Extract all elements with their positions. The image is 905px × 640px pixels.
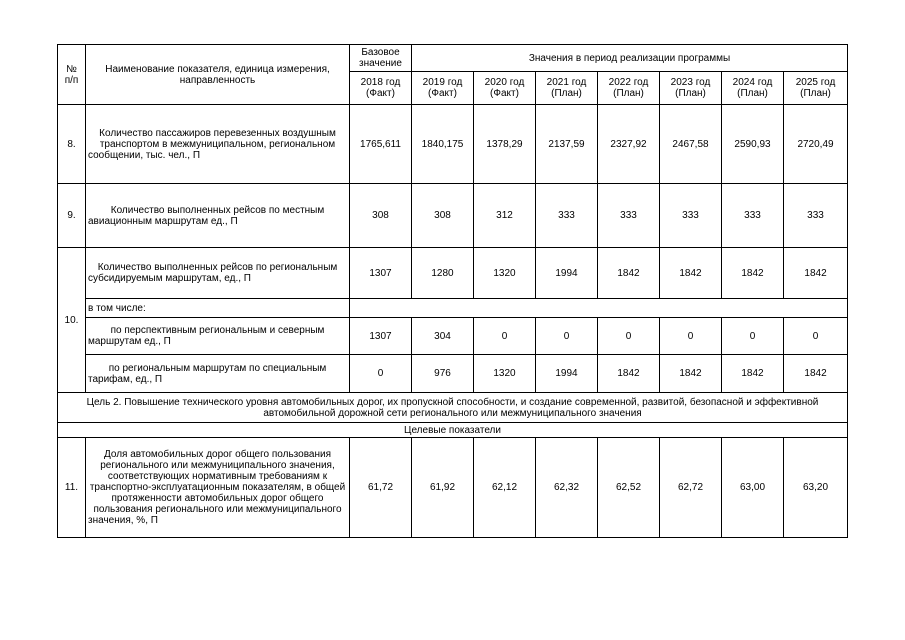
value-cell: 0 xyxy=(784,318,848,355)
value-cell: 1842 xyxy=(598,248,660,299)
value-cell: 0 xyxy=(350,355,412,393)
value-cell: 0 xyxy=(660,318,722,355)
value-cell: 1307 xyxy=(350,318,412,355)
year-header: 2025 год (План) xyxy=(784,72,848,105)
value-cell: 1840,175 xyxy=(412,105,474,184)
table-row xyxy=(58,248,848,299)
header-base: Базовое значение xyxy=(350,45,412,72)
empty-cell xyxy=(350,299,848,318)
header-period: Значения в период реализации программы xyxy=(412,45,848,72)
value-cell: 1842 xyxy=(660,355,722,393)
value-cell: 1307 xyxy=(350,248,412,299)
value-cell: 61,92 xyxy=(412,438,474,538)
value-cell: 1842 xyxy=(784,355,848,393)
row-number: 10. xyxy=(58,248,86,393)
value-cell: 308 xyxy=(350,184,412,248)
value-cell: 1994 xyxy=(536,355,598,393)
value-cell: 1280 xyxy=(412,248,474,299)
value-cell: 0 xyxy=(536,318,598,355)
value-cell: 333 xyxy=(660,184,722,248)
value-cell: 1994 xyxy=(536,248,598,299)
value-cell: 1765,611 xyxy=(350,105,412,184)
value-cell: 2467,58 xyxy=(660,105,722,184)
value-cell: 63,20 xyxy=(784,438,848,538)
header-indicator: Наименование показателя, единица измерения, направленность xyxy=(86,45,350,105)
table-row xyxy=(58,184,848,248)
year-header: 2022 год (План) xyxy=(598,72,660,105)
row-number: 9. xyxy=(58,184,86,248)
including-label: в том числе: xyxy=(86,299,350,318)
value-cell: 1842 xyxy=(660,248,722,299)
value-cell: 304 xyxy=(412,318,474,355)
value-cell: 1320 xyxy=(474,355,536,393)
value-cell: 62,72 xyxy=(660,438,722,538)
value-cell: 1842 xyxy=(784,248,848,299)
table-row xyxy=(58,438,848,538)
table-row xyxy=(58,105,848,184)
value-cell: 333 xyxy=(536,184,598,248)
value-cell: 1320 xyxy=(474,248,536,299)
value-cell: 63,00 xyxy=(722,438,784,538)
value-cell: 976 xyxy=(412,355,474,393)
value-cell: 61,72 xyxy=(350,438,412,538)
value-cell: 0 xyxy=(598,318,660,355)
value-cell: 333 xyxy=(722,184,784,248)
table-row xyxy=(58,355,848,393)
header-no: № п/п xyxy=(58,45,86,105)
indicators-table xyxy=(57,44,848,538)
target-row xyxy=(58,423,848,438)
indicator-name: Количество выполненных рейсов по местным авиационным маршрутам ед., П xyxy=(86,184,350,248)
table-row xyxy=(58,318,848,355)
value-cell: 62,12 xyxy=(474,438,536,538)
value-cell: 0 xyxy=(474,318,536,355)
year-header: 2023 год (План) xyxy=(660,72,722,105)
goal-row xyxy=(58,393,848,423)
value-cell: 1842 xyxy=(722,248,784,299)
value-cell: 0 xyxy=(722,318,784,355)
target-indicators-title: Целевые показатели xyxy=(58,423,848,438)
goal-2-title: Цель 2. Повышение технического уровня автомобильных дорог, их пропускной способности, и создание современной, развитой, безопасной и эффективной автомобильной дорожной сети регионального или межмуниципального значения xyxy=(58,393,848,423)
value-cell: 2720,49 xyxy=(784,105,848,184)
year-header: 2020 год (Факт) xyxy=(474,72,536,105)
value-cell: 312 xyxy=(474,184,536,248)
year-header: 2019 год (Факт) xyxy=(412,72,474,105)
indicator-name: по региональным маршрутам по специальным тарифам, ед., П xyxy=(86,355,350,393)
value-cell: 1842 xyxy=(722,355,784,393)
indicator-name: Доля автомобильных дорог общего пользования регионального или межмуниципального значения, соответствующих нормативным требованиям к транспортно-эксплуатационным показателям, в общей протяженности автомобильных дорог общего пользования регионального или межмуниципального значения, %, П xyxy=(86,438,350,538)
year-header: 2018 год (Факт) xyxy=(350,72,412,105)
value-cell: 62,32 xyxy=(536,438,598,538)
value-cell: 2327,92 xyxy=(598,105,660,184)
row-number: 8. xyxy=(58,105,86,184)
value-cell: 1378,29 xyxy=(474,105,536,184)
row-number: 11. xyxy=(58,438,86,538)
value-cell: 1842 xyxy=(598,355,660,393)
indicator-name: по перспективным региональным и северным маршрутам ед., П xyxy=(86,318,350,355)
value-cell: 2590,93 xyxy=(722,105,784,184)
value-cell: 62,52 xyxy=(598,438,660,538)
table-row xyxy=(58,299,848,318)
indicator-name: Количество пассажиров перевезенных воздушным транспортом в межмуниципальном, региональном сообщении, тыс. чел., П xyxy=(86,105,350,184)
value-cell: 333 xyxy=(598,184,660,248)
year-header: 2024 год (План) xyxy=(722,72,784,105)
header-row-1 xyxy=(58,45,848,72)
year-header: 2021 год (План) xyxy=(536,72,598,105)
value-cell: 308 xyxy=(412,184,474,248)
value-cell: 2137,59 xyxy=(536,105,598,184)
indicator-name: Количество выполненных рейсов по региональным субсидируемым маршрутам, ед., П xyxy=(86,248,350,299)
value-cell: 333 xyxy=(784,184,848,248)
